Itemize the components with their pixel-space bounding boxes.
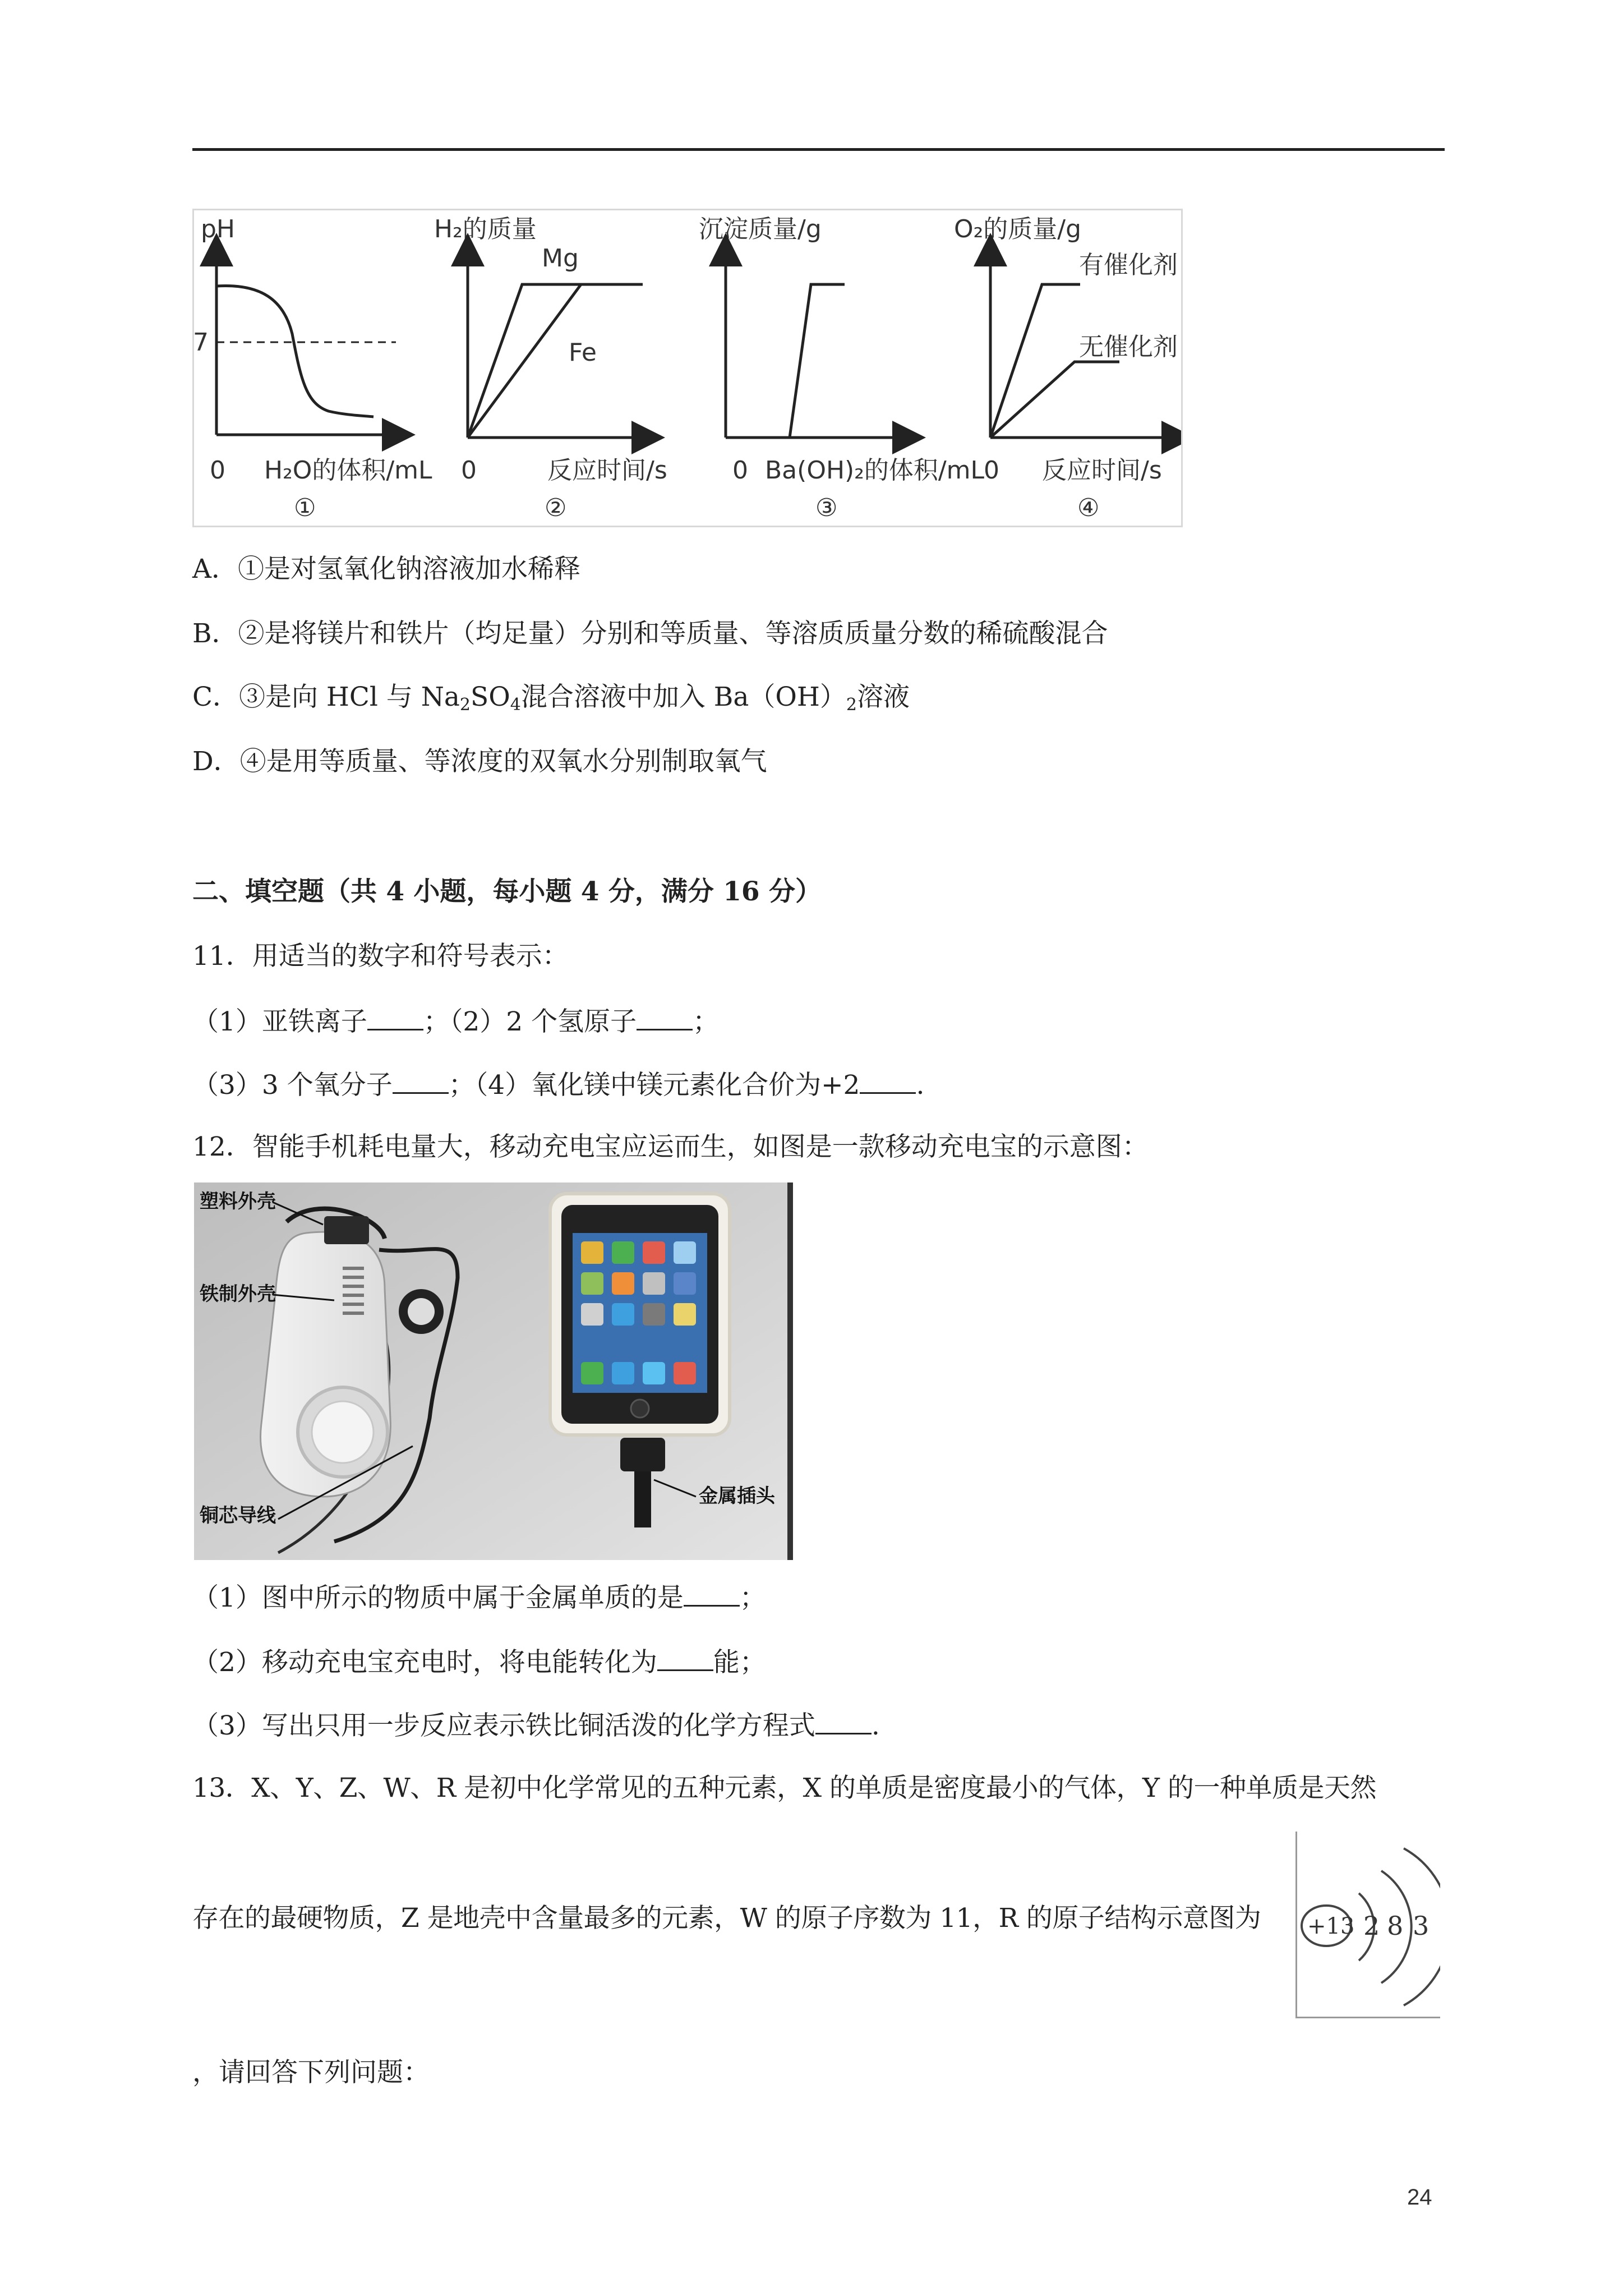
chart-3: [699, 215, 985, 522]
header-rule: [192, 148, 1445, 151]
chart-2-ylabel: H₂的质量: [434, 215, 537, 243]
chart-4: [954, 215, 1178, 522]
power-bank-photo: [194, 1182, 793, 1560]
atom-structure-svg: [1297, 1832, 1440, 2017]
chart-1-ref-label: 7: [194, 328, 209, 357]
chart-2-series-fe: Fe: [569, 338, 597, 367]
chart-1-index: ①: [294, 494, 316, 522]
chart-1-curve: [216, 286, 374, 417]
q13-line-3: ，请回答下列问题：: [192, 2057, 430, 2088]
q11-parts-3-4: （3）3 个氧分子 ；（4）氧化镁中镁元素化合价为+2 .: [192, 1068, 924, 1102]
atom-shell-2: 8: [1387, 1911, 1404, 1941]
without-catalyst-line: [990, 362, 1119, 438]
answer-blank[interactable]: [637, 1004, 693, 1030]
answer-blank[interactable]: [657, 1645, 713, 1671]
option-a: A．①是对氢氧化钠溶液加水稀释: [192, 554, 580, 585]
chart-4-origin: 0: [984, 456, 999, 485]
atom-shell-1: 2: [1363, 1911, 1380, 1941]
mg-series-line: [468, 284, 643, 438]
chart-4-xlabel: 反应时间/s: [1042, 456, 1162, 485]
chart-1-ylabel: pH: [201, 215, 236, 243]
chart-1-xlabel: H₂O的体积/mL: [264, 456, 432, 485]
atom-nucleus: +13: [1307, 1913, 1355, 1939]
chart-4-index: ④: [1077, 494, 1100, 522]
chart-2-xlabel: 反应时间/s: [547, 456, 667, 485]
atom-shell-3: 3: [1413, 1911, 1430, 1941]
option-c: C．③是向 HCl 与 $Na_2SO_4$混合溶液中加入 $Ba(OH)_2$溶液: [192, 682, 910, 715]
label-copper-wire: 铜芯导线: [200, 1504, 276, 1527]
fe-series-line: [468, 284, 581, 438]
section-2-title: 二、填空题（共 4 小题，每小题 4 分，满分 16 分）: [192, 876, 822, 907]
answer-blank[interactable]: [684, 1580, 740, 1607]
chart-panels-svg: [194, 210, 1181, 526]
chart-3-origin: 0: [732, 456, 748, 485]
answer-blank[interactable]: [860, 1068, 916, 1094]
chart-4-series-without-catalyst: 无催化剂: [1079, 333, 1178, 361]
four-chart-figure: [192, 209, 1183, 527]
chart-4-series-with-catalyst: 有催化剂: [1079, 251, 1178, 279]
q13-line-2: 存在的最硬物质，Z 是地壳中含量最多的元素，W 的原子序数为 11，R 的原子结构示意图为: [192, 1903, 1261, 1934]
chart-3-precipitate-line: [726, 284, 845, 438]
answer-blank[interactable]: [393, 1068, 449, 1094]
option-b: B．②是将镁片和铁片（均足量）分别和等质量、等溶质质量分数的稀硫酸混合: [192, 618, 1108, 649]
chart-1-origin: 0: [210, 456, 225, 485]
atom-structure-diagram: [1295, 1832, 1440, 2018]
q12-subq-2: （2）移动充电宝充电时，将电能转化为 能；: [192, 1645, 766, 1680]
chart-2-series-mg: Mg: [542, 244, 579, 273]
with-catalyst-line: [990, 284, 1080, 438]
chart-1: [194, 215, 432, 522]
label-metal-plug: 金属插头: [699, 1485, 775, 1507]
label-iron-shell: 铁制外壳: [200, 1283, 276, 1305]
chart-3-index: ③: [815, 494, 838, 522]
chart-3-xlabel: Ba(OH)₂的体积/mL: [765, 456, 985, 485]
q12-stem: 12．智能手机耗电量大，移动充电宝应运而生，如图是一款移动充电宝的示意图：: [192, 1131, 1149, 1162]
chart-2-origin: 0: [461, 456, 477, 485]
chart-2: [434, 215, 667, 522]
answer-blank[interactable]: [815, 1708, 872, 1734]
option-d: D．④是用等质量、等浓度的双氧水分别制取氧气: [192, 746, 767, 777]
page-number: 24: [1407, 2185, 1432, 2210]
q11-stem: 11．用适当的数字和符号表示：: [192, 941, 569, 972]
q11-parts-1-2: （1）亚铁离子 ；（2）2 个氢原子 ；: [192, 1004, 719, 1039]
q12-subq-3: （3）写出只用一步反应表示铁比铜活泼的化学方程式 .: [192, 1708, 880, 1743]
label-plastic-shell: 塑料外壳: [200, 1190, 276, 1213]
chart-2-index: ②: [545, 494, 567, 522]
answer-blank[interactable]: [367, 1004, 423, 1030]
chart-4-ylabel: O₂的质量/g: [954, 215, 1082, 243]
power-bank-illustration: [194, 1182, 793, 1560]
q12-subq-1: （1）图中所示的物质中属于金属单质的是 ；: [192, 1580, 766, 1615]
chart-3-ylabel: 沉淀质量/g: [699, 215, 822, 243]
q13-line-1: 13．X、Y、Z、W、R 是初中化学常见的五种元素，X 的单质是密度最小的气体，Y 的一种单质是天然: [192, 1773, 1376, 1803]
